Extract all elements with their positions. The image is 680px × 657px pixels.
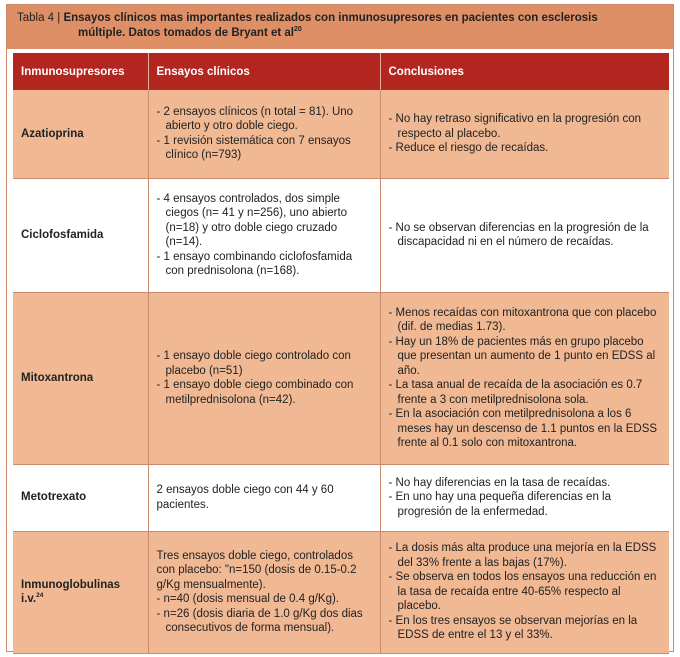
conclusion-item: - En uno hay una pequeña diferencias en la progresión de la enfermedad.	[388, 491, 611, 518]
table-row	[13, 292, 669, 464]
conclusion-item: - Hay un 18% de pacientes más en grupo placebo que presentan un aumento de 1 punto en EDSS al año.	[388, 335, 656, 377]
drug-cell	[13, 178, 148, 292]
drug-cell	[13, 292, 148, 464]
trial-item: - n=40 (dosis mensual de 0.4 g/Kg).	[156, 593, 340, 605]
conclusions-cell	[380, 464, 669, 531]
conclusion-item: - La tasa anual de recaída de la asociación es 0.7 frente a 3 con metilprednisolona sola.	[388, 379, 643, 406]
drug-cell	[13, 531, 148, 653]
trials-cell	[148, 531, 380, 653]
table-row	[13, 90, 669, 178]
table-header-row	[13, 53, 669, 90]
conclusions-cell	[380, 90, 669, 178]
header-immunosuppressants: Inmunosupresores	[13, 53, 148, 90]
conclusions-cell	[380, 531, 669, 653]
drug-name: Ciclofosfamida	[21, 228, 104, 241]
trial-item: - 4 ensayos controlados, dos simple ciegos (n= 41 y n=256), uno abierto (n=18) y otro doble ciego cruzado (n=14).	[156, 192, 348, 248]
caption-label: Tabla 4 |	[17, 12, 61, 24]
conclusion-item: - La dosis más alta produce una mejoría en la EDSS del 33% frente a las bajas (17%).	[388, 542, 657, 569]
trial-item: 2 ensayos doble ciego con 44 y 60 pacientes.	[156, 484, 334, 511]
drug-cell	[13, 90, 148, 178]
drug-name: Metotrexato	[21, 491, 87, 504]
trial-item: - 1 ensayo doble ciego controlado con placebo (n=51)	[156, 350, 351, 377]
drug-name: Azatioprina	[21, 127, 84, 140]
trial-item: - n=26 (dosis diaria de 1.0 g/Kg dos dias consecutivos de forma mensual).	[156, 607, 363, 634]
conclusion-item: - No se observan diferencias en la progresión de la discapacidad ni en el número de recaídas.	[388, 221, 649, 248]
table-frame	[6, 4, 674, 652]
header-conclusions: Conclusiones	[380, 53, 669, 90]
table-row	[13, 531, 669, 653]
drug-name: Inmunoglobulinas i.v.	[21, 578, 121, 605]
trial-item: Tres ensayos doble ciego, controlados con placebo: "n=150 (dosis de 0.15-0.2 g/Kg mensualmente).	[156, 549, 357, 591]
trial-item: - 1 revisión sistemática con 7 ensayos clínico (n=793)	[156, 134, 351, 162]
conclusions-cell	[380, 292, 669, 464]
trial-item: - 1 ensayo doble ciego combinado con metilprednisolona (n=42).	[156, 379, 354, 406]
caption-ref: 20	[293, 26, 302, 34]
conclusion-item: - No hay retraso significativo en la progresión con respecto al placebo.	[388, 113, 641, 140]
trials-cell	[148, 178, 380, 292]
conclusions-cell	[380, 178, 669, 292]
trials-cell	[148, 292, 380, 464]
trials-cell	[148, 90, 380, 178]
caption-title-line2	[17, 26, 663, 41]
drug-ref: 24	[36, 592, 44, 600]
table-row	[13, 464, 669, 531]
conclusion-item: - En los tres ensayos se observan mejorías en la EDSS de entre el 13 y el 33%.	[388, 614, 638, 642]
drug-name: Mitoxantrona	[21, 371, 94, 384]
trials-cell	[148, 464, 380, 531]
table-caption	[7, 5, 673, 49]
trials-table	[13, 53, 669, 654]
conclusion-item: - Se observa en todos los ensayos una reducción en la tasa de recaída entre 40-65% respecto al placebo.	[388, 571, 657, 613]
trial-item: - 2 ensayos clínicos (n total = 81). Uno abierto y otro doble ciego.	[156, 105, 354, 133]
conclusion-item: - En la asociación con metilprednisolona a los 6 meses hay un descenso de 1.1 puntos en la EDSS frente al 0.1 solo con mitoxantrona.	[388, 408, 658, 449]
trial-item: - 1 ensayo combinando ciclofosfamida con prednisolona (n=168).	[156, 250, 353, 277]
caption-title-line1: Ensayos clínicos mas importantes realizados con inmunosupresores en pacientes con esclerosis	[63, 12, 598, 24]
conclusion-item: - Menos recaídas con mitoxantrona que con placebo (dif. de medias 1.73).	[388, 306, 657, 333]
header-clinical-trials: Ensayos clínicos	[148, 53, 380, 90]
table-row	[13, 178, 669, 292]
conclusion-item: - Reduce el riesgo de recaídas.	[388, 142, 549, 154]
drug-cell	[13, 464, 148, 531]
conclusion-item: - No hay diferencias en la tasa de recaídas.	[388, 476, 611, 489]
caption-title-line2-text: múltiple. Datos tomados de Bryant et al	[78, 27, 294, 39]
